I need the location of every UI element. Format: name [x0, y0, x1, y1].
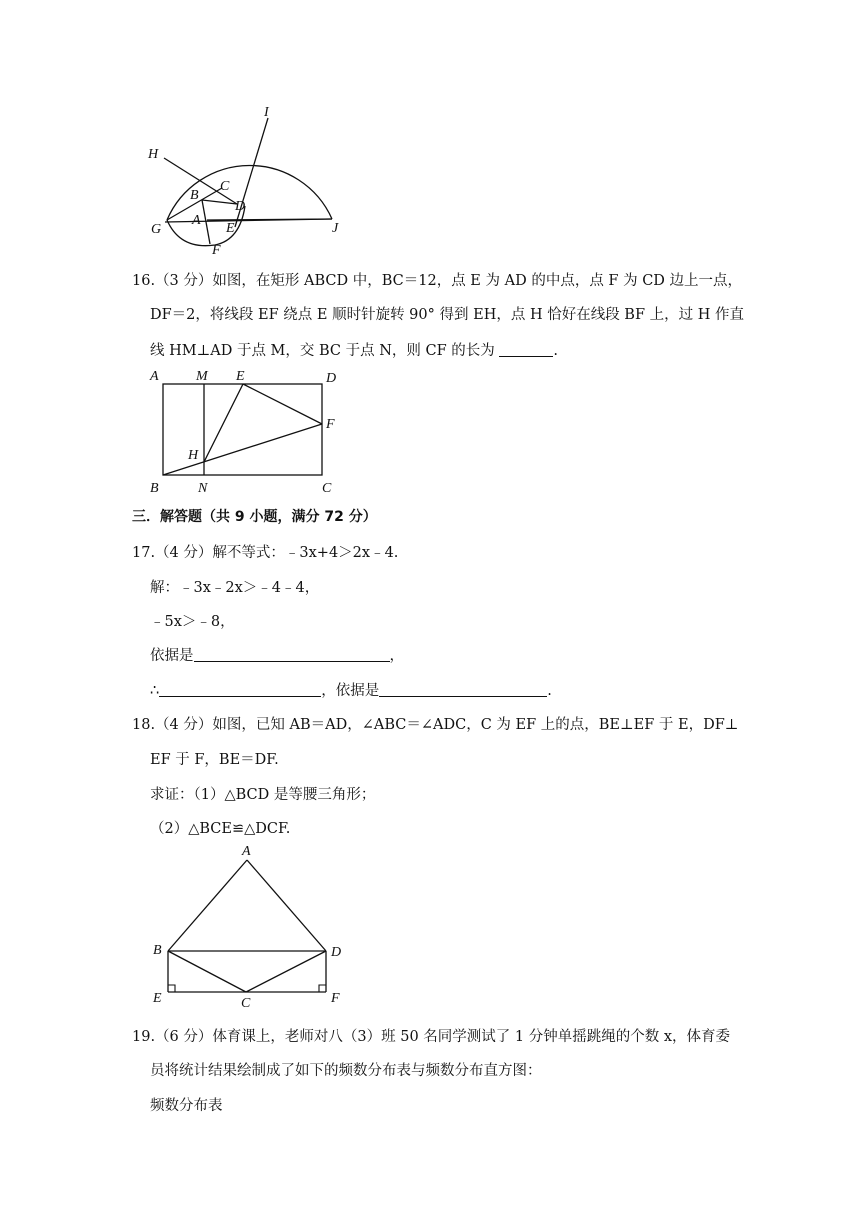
label-i: I	[264, 105, 269, 120]
label-e: E	[226, 221, 235, 236]
q18-line-3: 求证：（1）△BCD 是等腰三角形；	[150, 787, 376, 803]
q18-line-2: EF 于 F，BE＝DF.	[150, 752, 279, 768]
q17-period: .	[547, 683, 552, 699]
label-b: B	[190, 188, 199, 203]
line-ab	[168, 860, 247, 951]
line-bf	[163, 424, 322, 475]
label-b: B	[150, 481, 159, 496]
label-d: D	[235, 199, 246, 214]
line-dc	[246, 951, 326, 992]
label-a: A	[150, 369, 159, 384]
label-e: E	[236, 369, 245, 384]
label-c: C	[241, 996, 251, 1010]
label-h: H	[188, 448, 199, 463]
q17-basis-label-2: ，依据是	[321, 683, 380, 699]
line-bf	[202, 200, 210, 244]
label-h: H	[148, 147, 159, 162]
label-e: E	[153, 991, 162, 1006]
q17-basis-label: 依据是	[150, 648, 194, 664]
q17-blank-2	[159, 682, 321, 697]
q16-line-2: DF＝2，将线段 EF 绕点 E 顺时针旋转 90° 得到 EH，点 H 恰好在线段 BF 上，过 H 作直	[150, 307, 744, 323]
q17-blank-3	[379, 682, 547, 697]
q17-step-4	[150, 679, 552, 700]
label-c: C	[220, 179, 230, 194]
line-eh	[204, 384, 243, 462]
q17-step-3	[150, 644, 404, 665]
label-f: F	[212, 243, 221, 258]
answer-blank	[499, 342, 553, 357]
q19-line-2: 员将统计结果绘制成了如下的频数分布表与频数分布直方图：	[150, 1063, 542, 1079]
label-f: F	[331, 991, 340, 1006]
q18-line-4: （2）△BCE≌△DCF.	[150, 821, 291, 837]
right-angle-e	[168, 985, 175, 992]
q17-comma: ，	[389, 648, 404, 664]
q16-line-3	[150, 339, 558, 360]
label-d: D	[331, 945, 342, 960]
therefore-symbol: ∴	[150, 683, 160, 699]
label-f: F	[326, 417, 335, 432]
q16-line-3-end: .	[553, 343, 559, 359]
label-c: C	[322, 481, 332, 496]
q16-line-1: 16.（3 分）如图，在矩形 ABCD 中，BC＝12，点 E 为 AD 的中点，点 F 为 CD 边上一点，	[132, 273, 743, 289]
section-3-header: 三．解答题（共 9 小题，满分 72 分）	[132, 509, 377, 525]
q17-step-2: ﹣5x＞﹣8，	[150, 614, 235, 630]
q17-title: 17.（4 分）解不等式：﹣3x+4＞2x﹣4.	[132, 545, 399, 561]
label-a: A	[242, 844, 251, 859]
label-g: G	[151, 222, 162, 237]
figure-q15	[140, 100, 360, 260]
label-d: D	[326, 371, 337, 386]
q19-table-title: 频数分布表	[150, 1098, 223, 1114]
line-ef	[243, 384, 322, 424]
right-angle-f	[319, 985, 326, 992]
q18-line-1: 18.（4 分）如图，已知 AB＝AD，∠ABC＝∠ADC，C 为 EF 上的点，BE⊥EF 于 E，DF⊥	[132, 717, 739, 733]
line-ad	[247, 860, 326, 951]
rectangle-abcd	[163, 384, 322, 475]
label-a: A	[192, 213, 201, 228]
label-j: J	[332, 221, 339, 236]
q16-line-3-text: 线 HM⊥AD 于点 M，交 BC 于点 N，则 CF 的长为	[150, 343, 500, 359]
figure-q16	[140, 362, 360, 498]
label-m: M	[196, 369, 208, 384]
q17-blank-1	[194, 647, 390, 662]
line-bc	[168, 951, 246, 992]
q17-step-1: 解：﹣3x﹣2x＞﹣4﹣4，	[150, 580, 320, 596]
figure-q18	[145, 840, 360, 1010]
q19-line-1: 19.（6 分）体育课上，老师对八（3）班 50 名同学测试了 1 分钟单摇跳绳的个数 x，体育委	[132, 1029, 731, 1045]
label-b: B	[153, 943, 162, 958]
label-n: N	[198, 481, 208, 496]
